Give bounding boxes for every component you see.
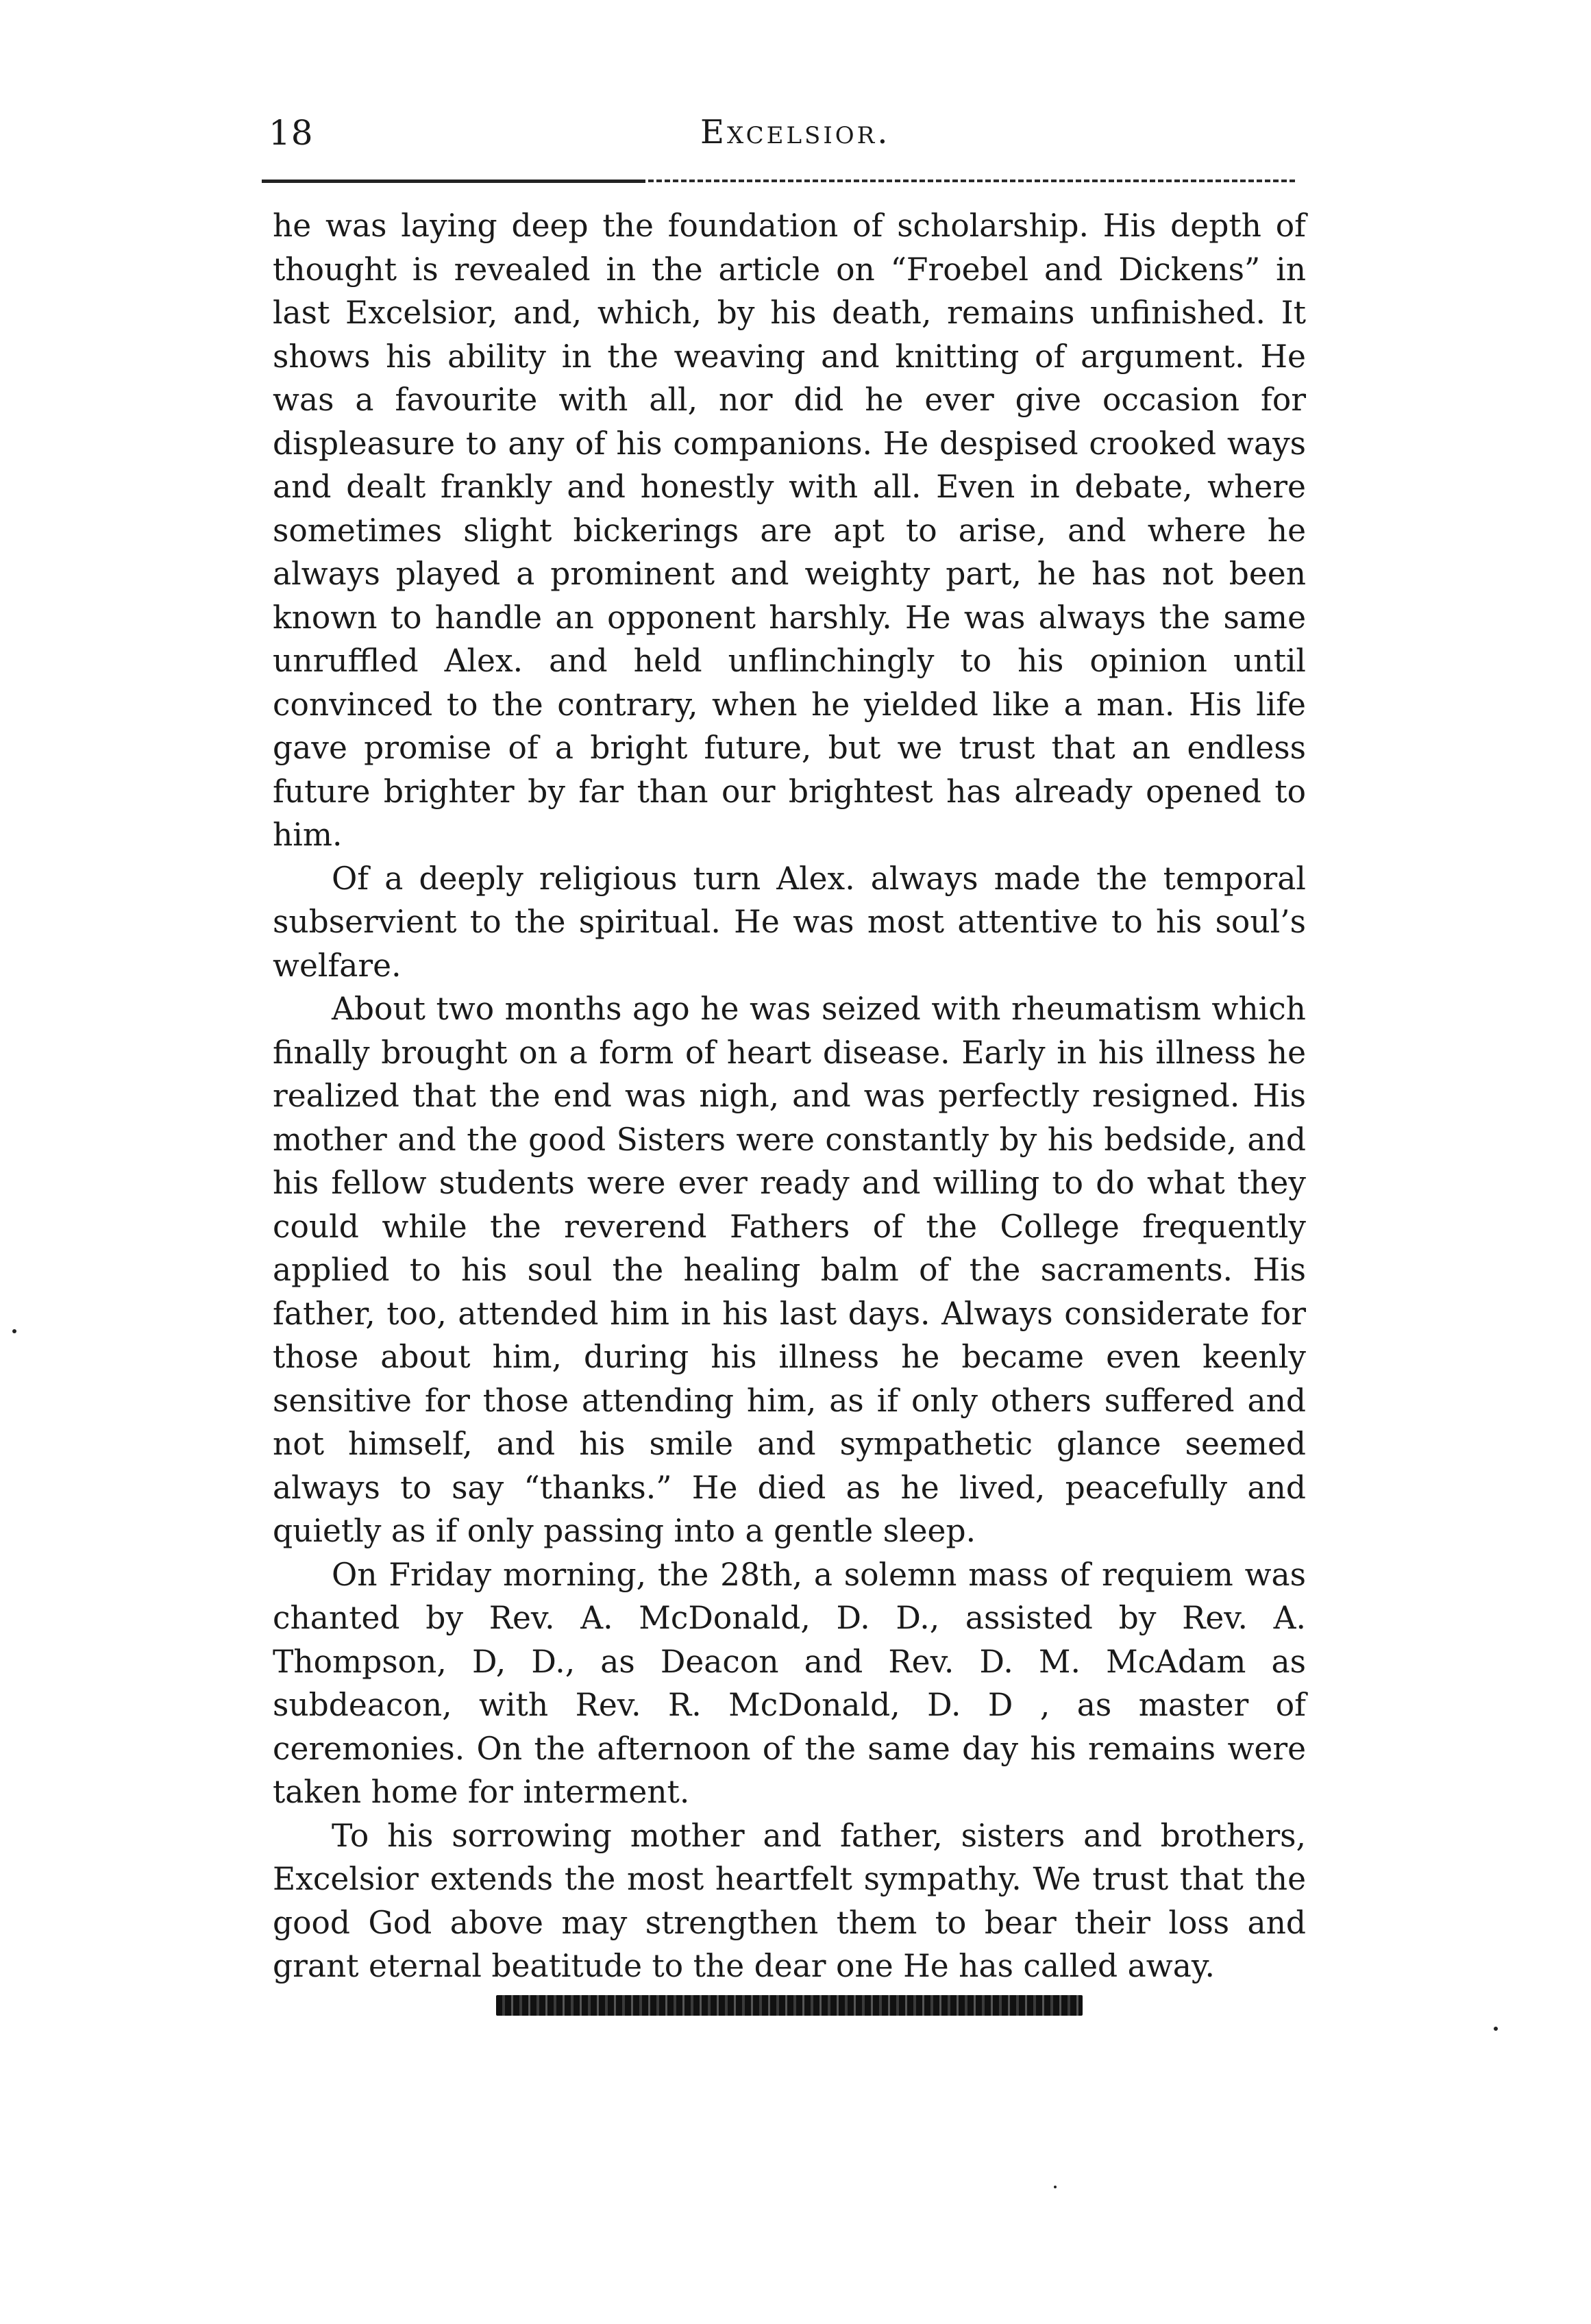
page-header xyxy=(269,113,1296,168)
page-number: 18 xyxy=(269,113,314,153)
print-speck xyxy=(12,1329,16,1333)
article-body xyxy=(273,204,1306,1988)
paragraph-3: About two months ago he was seized with rheumatism which finally brought on a form of heart disease. Early in his illness he realized that the end was nigh, and was perfectly resigned. His mother and the good Sisters were constantly by his bedside, and his fellow students were ever ready and willing to do what they could while the reverend Fathers of the College frequently applied to his soul the healing balm of the sacraments. His father, too, attended him in his last days. Always considerate for those about him, during his illness he became even keenly sensitive for those attending him, as if only others suffered and not himself, and his smile and sympathetic glance seemed always to say “thanks.” He died as he lived, peacefully and quietly as if only passing into a gentle sleep. xyxy=(273,991,1306,1549)
closing-ornament-rule xyxy=(496,1995,1083,2016)
paragraph-5: To his sorrowing mother and father, sisters and brothers, Excelsior extends the most heartfelt sympathy. We trust that the good God above may strengthen them to bear their loss and grant eternal beatitude to the dear one He has called away. xyxy=(273,1817,1306,1984)
print-speck xyxy=(1054,2186,1057,2188)
paragraph-2: Of a deeply religious turn Alex. always made the temporal subservient to the spiritual. He was most attentive to his soul’s welfare. xyxy=(273,860,1306,984)
running-title: Excelsior. xyxy=(700,113,891,151)
paragraph-4: On Friday morning, the 28th, a solemn mass of requiem was chanted by Rev. A. McDonald, D. D., assisted by Rev. A. Thompson, D, D., as Deacon and Rev. D. M. McAdam as subdeacon, with Rev. R. McDonald, D. D , as master of ceremonies. On the afternoon of the same day his remains were taken home for interment. xyxy=(273,1556,1306,1810)
print-speck xyxy=(1494,2027,1498,2031)
paragraph-1: he was laying deep the foundation of scholarship. His depth of thought is revealed in the article on “Froebel and Dickens” in last Excelsior, and, which, by his death, remains unfinished. It shows his ability in the weaving and knitting of argument. He was a favourite with all, nor did he ever give occasion for displeasure to any of his companions. He despised crooked ways and dealt frankly and honestly with all. Even in debate, where sometimes slight bickerings are apt to arise, and where he always played a prominent and weighty part, he has not been known to handle an opponent harshly. He was always the same unruffled Alex. and held unflinchingly to his opinion until convinced to the contrary, when he yielded like a man. His life gave promise of a bright future, but we trust that an endless future brighter by far than our brightest has already opened to him. xyxy=(273,208,1306,853)
header-rule-left xyxy=(262,180,645,183)
